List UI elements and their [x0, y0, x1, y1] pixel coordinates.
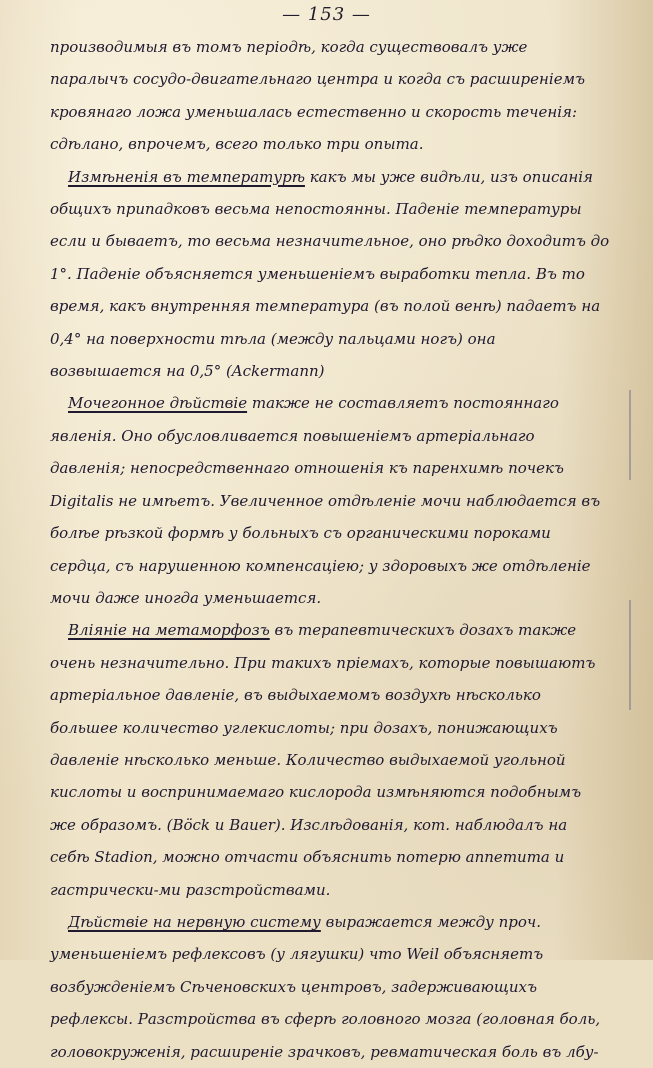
paragraph-metabolism — [50, 614, 610, 906]
margin-pencil-mark — [629, 600, 631, 710]
paragraph-diuretic — [50, 387, 610, 614]
paragraph-text: въ терапевтическихъ дозахъ также очень незначительно. При такихъ пріемахъ, которые повышаютъ артеріальное давленіе, въ выдыхаемомъ воздухѣ нѣсколько большее количество углекислоты; при дозахъ, понижающихъ давленіе нѣсколько меньше. Количество выдыхаемой угольной кислоты и воспринимаемаго кислорода измѣняются подобнымъ же образомъ. (Böck и Bauer). Изслѣдованія, кот. наблюдалъ на себѣ Stadion, можно отчасти объяснить потерю аппетита и гастрически-ми разстройствами. — [50, 621, 596, 899]
paragraph-text: выражается между проч. уменьшеніемъ рефлексовъ (у лягушки) что Weil объясняетъ возбужденіемъ Сѣченовскихъ центровъ, задерживающихъ рефлексы. Разстройства въ сферѣ головного мозга (головная боль, головокруженія, расширеніе зрачковъ, ревматическая боль въ лбу- — [50, 912, 601, 1061]
paragraph-text: какъ мы уже видѣли, изъ описанія общихъ припадковъ весьма непостоянны. Паденіе температуры если и бываетъ, то весьма незначительное, оно рѣдко доходитъ до 1°. Паденіе объясняется уменьшеніемъ выработки тепла. Въ то время, какъ внутренняя температура (въ полой венѣ) падаетъ на 0,4° на поверхности тѣла (между пальцами ногъ) она возвышается на 0,5° (Ackermann) — [50, 167, 610, 381]
section-heading-diuretic: Мочегонное дѣйствіе — [68, 394, 248, 413]
section-heading-nervous-system: Дѣйствіе на нервную систему — [68, 912, 321, 931]
handwritten-text-body — [50, 31, 610, 1068]
margin-pencil-mark — [629, 390, 631, 480]
paragraph-text: также не составляетъ постояннаго явленія. Оно обусловливается повышеніемъ артеріальнаго давленія; непосредственнаго отношенія къ паренхимѣ почекъ Digitalis не имѣетъ. Увеличенное отдѣленіе мочи наблюдается въ болѣе рѣзкой формѣ у больныхъ съ органическими пороками сердца, съ нарушенною компенсаціею; у здоровыхъ же отдѣленіе мочи даже иногда уменьшается. — [50, 394, 601, 607]
section-heading-metabolism: Вліяніе на метаморфозъ — [68, 621, 270, 640]
paragraph-temperature — [50, 161, 610, 388]
section-heading-temperature: Измѣненія въ температурѣ — [68, 167, 305, 186]
page-number: — 153 — — [282, 4, 371, 25]
paragraph-text: производимыя въ томъ періодѣ, когда существовалъ уже паралычъ сосудо-двигательнаго центра и когда съ расширеніемъ кровянаго ложа уменьшалась естественно и скорость теченія: сдѣлано, впрочемъ, всего только три опыта. — [50, 38, 586, 154]
paragraph-experiments — [50, 31, 610, 161]
paragraph-nervous-system — [50, 906, 610, 1068]
